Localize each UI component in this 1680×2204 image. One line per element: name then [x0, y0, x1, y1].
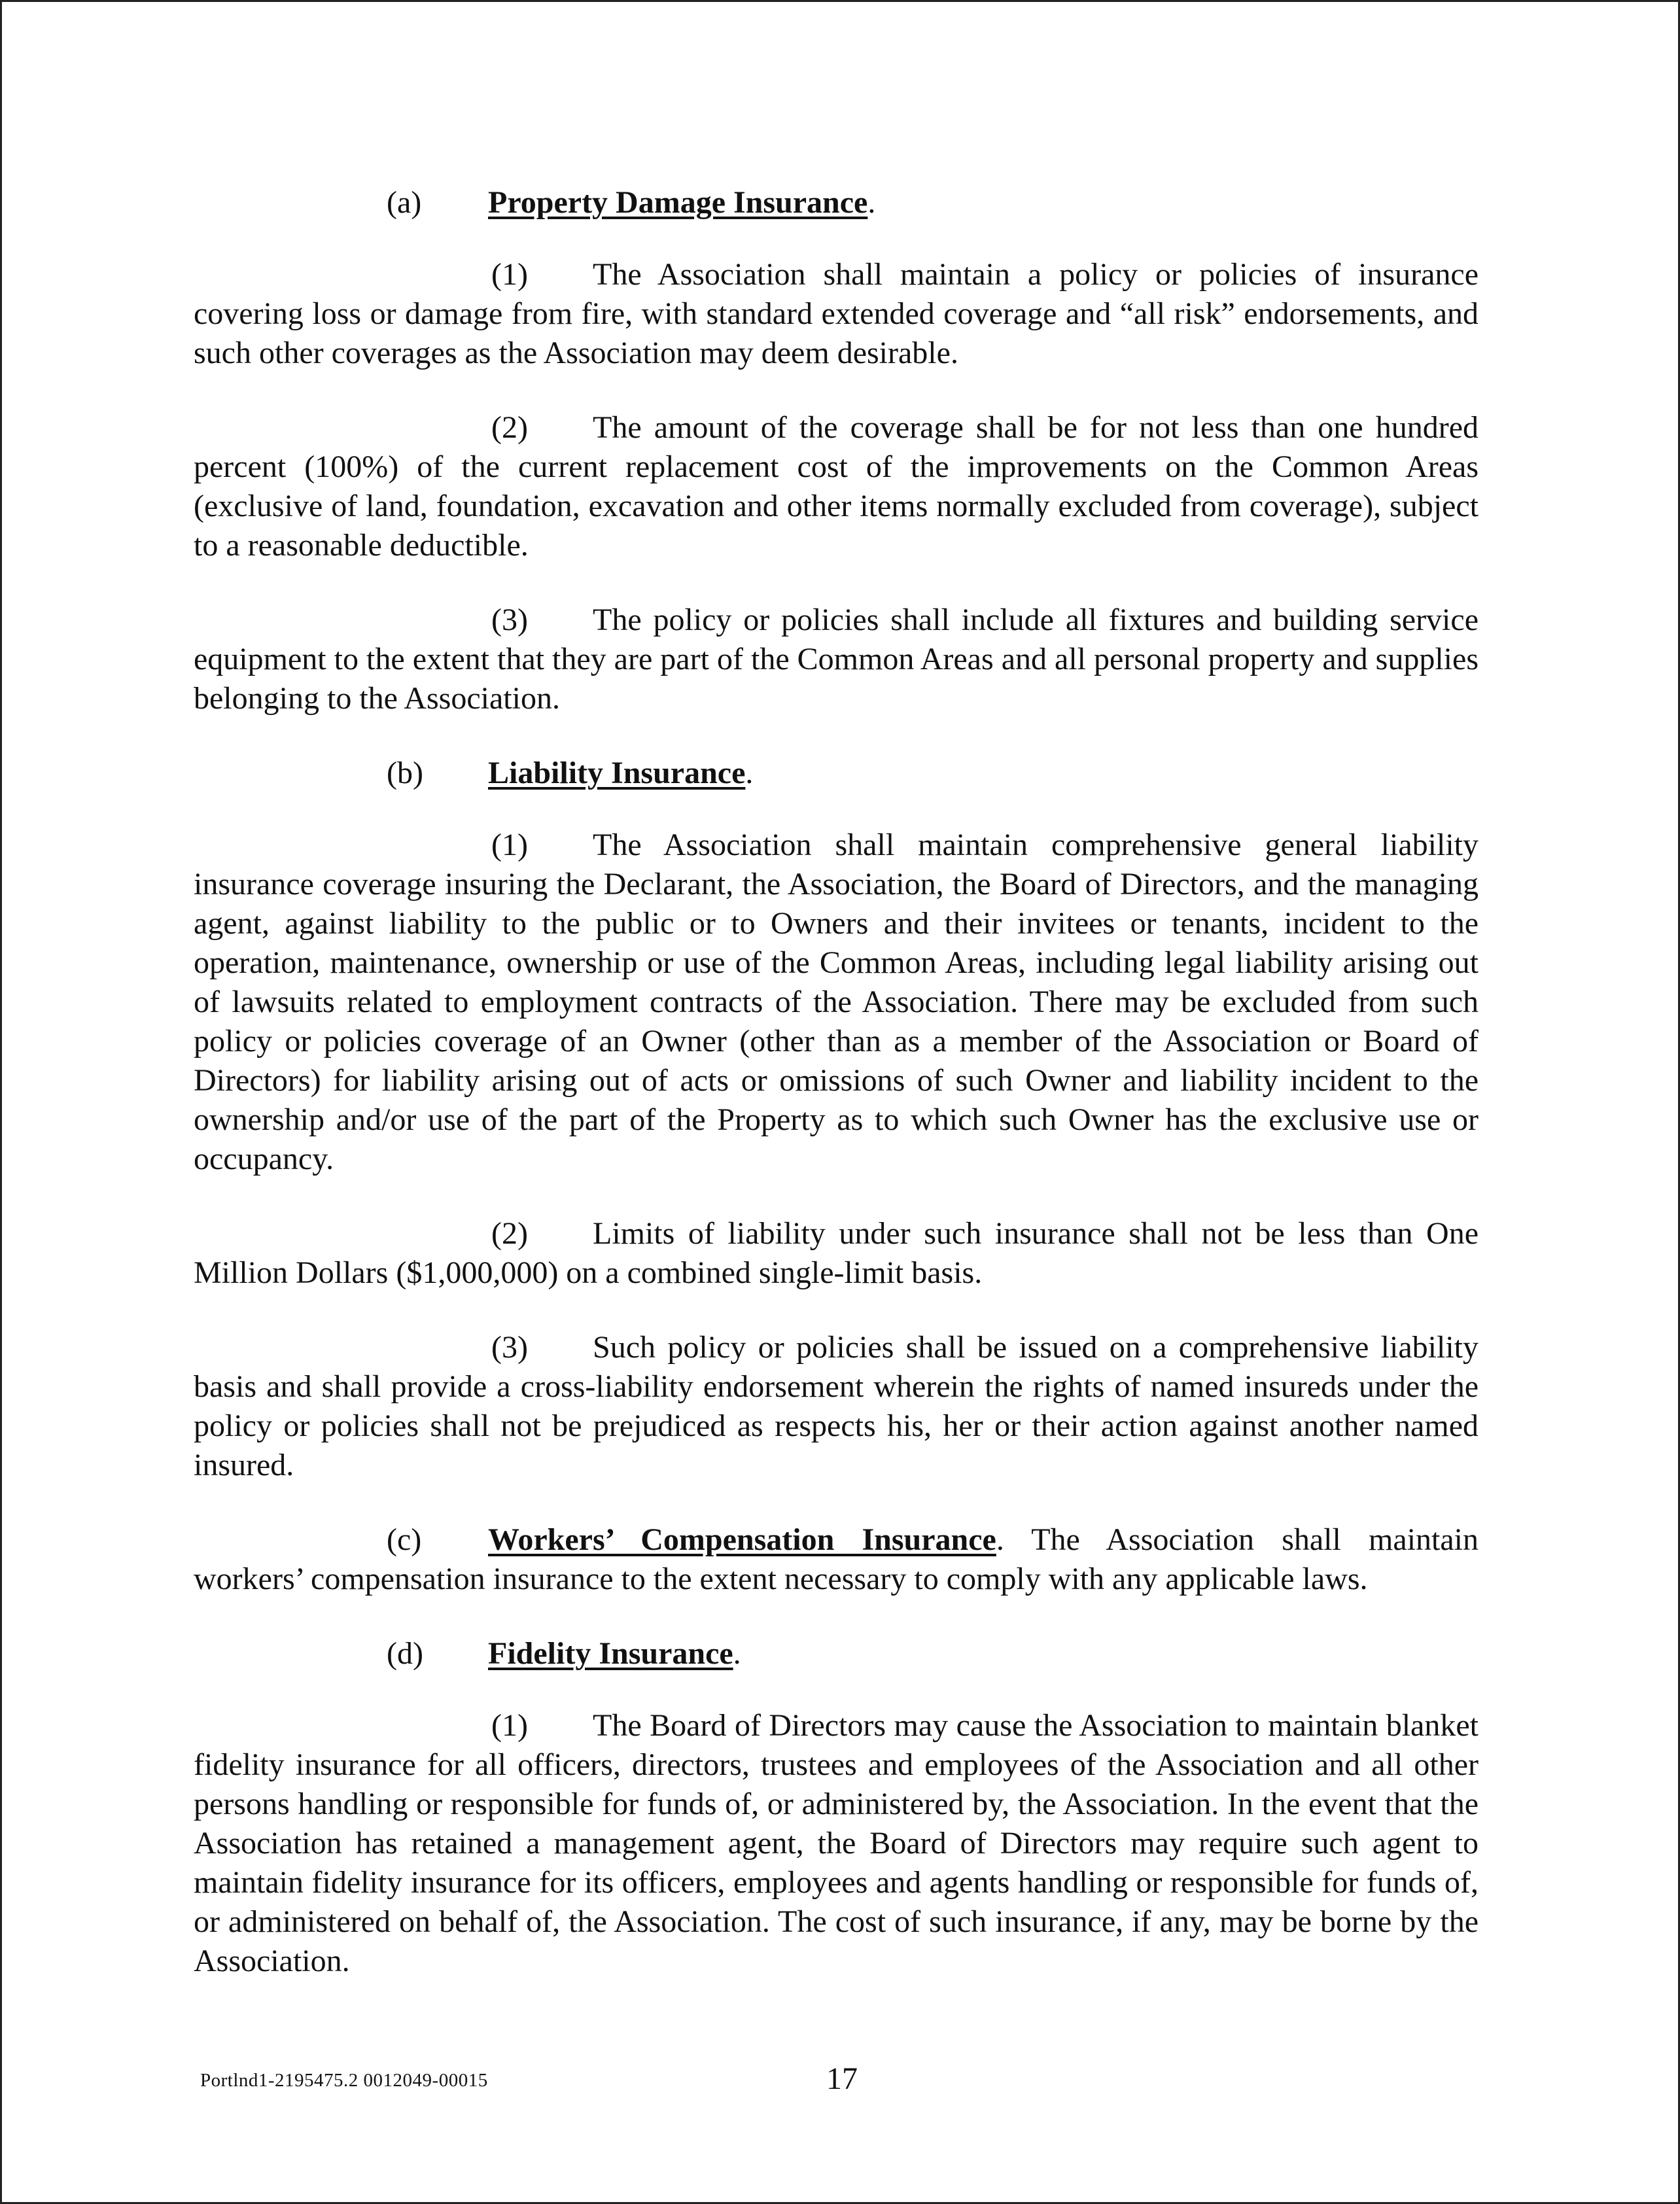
section-d-number: (d) — [387, 1636, 423, 1671]
section-a-title-suffix: . — [867, 185, 876, 220]
section-b-number: (b) — [387, 756, 423, 790]
item-text: The Association shall maintain a policy or policies of insurance covering loss or damage from fire, with standard extended coverage and “all risk” endorsements, and such other coverages as the Association may deem desirable. — [194, 257, 1479, 370]
section-a-number: (a) — [387, 185, 422, 220]
item-number: (1) — [491, 257, 528, 292]
section-c-text: . The Association shall maintain workers’ compensation insurance to the extent necessary to comply with any applicable laws. — [194, 1522, 1479, 1596]
section-a-item-3 — [194, 601, 1479, 718]
item-text: The policy or policies shall include all fixtures and building service equipment to the extent that they are part of the Common Areas and all personal property and supplies belonging to the Association. — [194, 603, 1479, 716]
section-b-item-1 — [194, 826, 1479, 1179]
item-number: (3) — [491, 1330, 528, 1365]
item-number: (1) — [491, 1708, 528, 1743]
section-c-number: (c) — [387, 1522, 422, 1557]
item-number: (1) — [491, 828, 528, 862]
section-d-title-suffix: . — [733, 1636, 741, 1671]
item-number: (2) — [491, 410, 528, 445]
page-number: 17 — [826, 2061, 858, 2096]
item-text: The amount of the coverage shall be for not less than one hundred percent (100%) of the current replacement cost of the improvements on the Common Areas (exclusive of land, foundation, excavation and other items normally excluded from coverage), subject to a reasonable deductible. — [194, 410, 1479, 563]
item-text: The Board of Directors may cause the Association to maintain blanket fidelity insurance for all officers, directors, trustees and employees of the Association and all other persons handling or responsible for funds of, or administered by, the Association. In the event that the Association has retained a management agent, the Board of Directors may require such agent to maintain fidelity insurance for its officers, employees and agents handling or responsible for funds of, or administered on behalf of, the Association. The cost of such insurance, if any, may be borne by the Association. — [194, 1708, 1479, 1978]
section-b-title-suffix: . — [745, 756, 754, 790]
document-body — [194, 183, 1479, 2016]
section-a-heading — [194, 183, 1479, 222]
section-c-title: Workers’ Compensation Insurance — [488, 1522, 996, 1557]
section-d-heading — [194, 1634, 1479, 1673]
section-b-title: Liability Insurance — [488, 756, 746, 790]
item-text: Limits of liability under such insurance shall not be less than One Million Dollars ($1,000,000) on a combined single-limit basis. — [194, 1216, 1479, 1290]
section-d-item-1 — [194, 1706, 1479, 1981]
section-d-title: Fidelity Insurance — [488, 1636, 733, 1671]
item-number: (2) — [491, 1216, 528, 1251]
footer-document-id: Portlnd1-2195475.2 0012049-00015 — [200, 2070, 488, 2091]
section-b-item-2 — [194, 1214, 1479, 1293]
item-text: Such policy or policies shall be issued on a comprehensive liability basis and shall provide a cross-liability endorsement wherein the rights of named insureds under the policy or policies shall not be prejudiced as respects his, her or their action against another named insured. — [194, 1330, 1479, 1482]
section-a-title: Property Damage Insurance — [488, 185, 868, 220]
section-b-item-3 — [194, 1328, 1479, 1485]
item-text: The Association shall maintain comprehensive general liability insurance coverage insuring the Declarant, the Association, the Board of Directors, and the managing agent, against liability to the public or to Owners and their invitees or tenants, incident to the operation, maintenance, ownership or use of the Common Areas, including legal liability arising out of lawsuits related to employment contracts of the Association. There may be excluded from such policy or policies coverage of an Owner (other than as a member of the Association or Board of Directors) for liability arising out of acts or omissions of such Owner and liability incident to the ownership and/or use of the part of the Property as to which such Owner has the exclusive use or occupancy. — [194, 828, 1479, 1176]
section-a-item-2 — [194, 408, 1479, 565]
section-b-heading — [194, 754, 1479, 793]
section-a-item-1 — [194, 255, 1479, 373]
item-number: (3) — [491, 603, 528, 637]
section-c-paragraph — [194, 1520, 1479, 1599]
